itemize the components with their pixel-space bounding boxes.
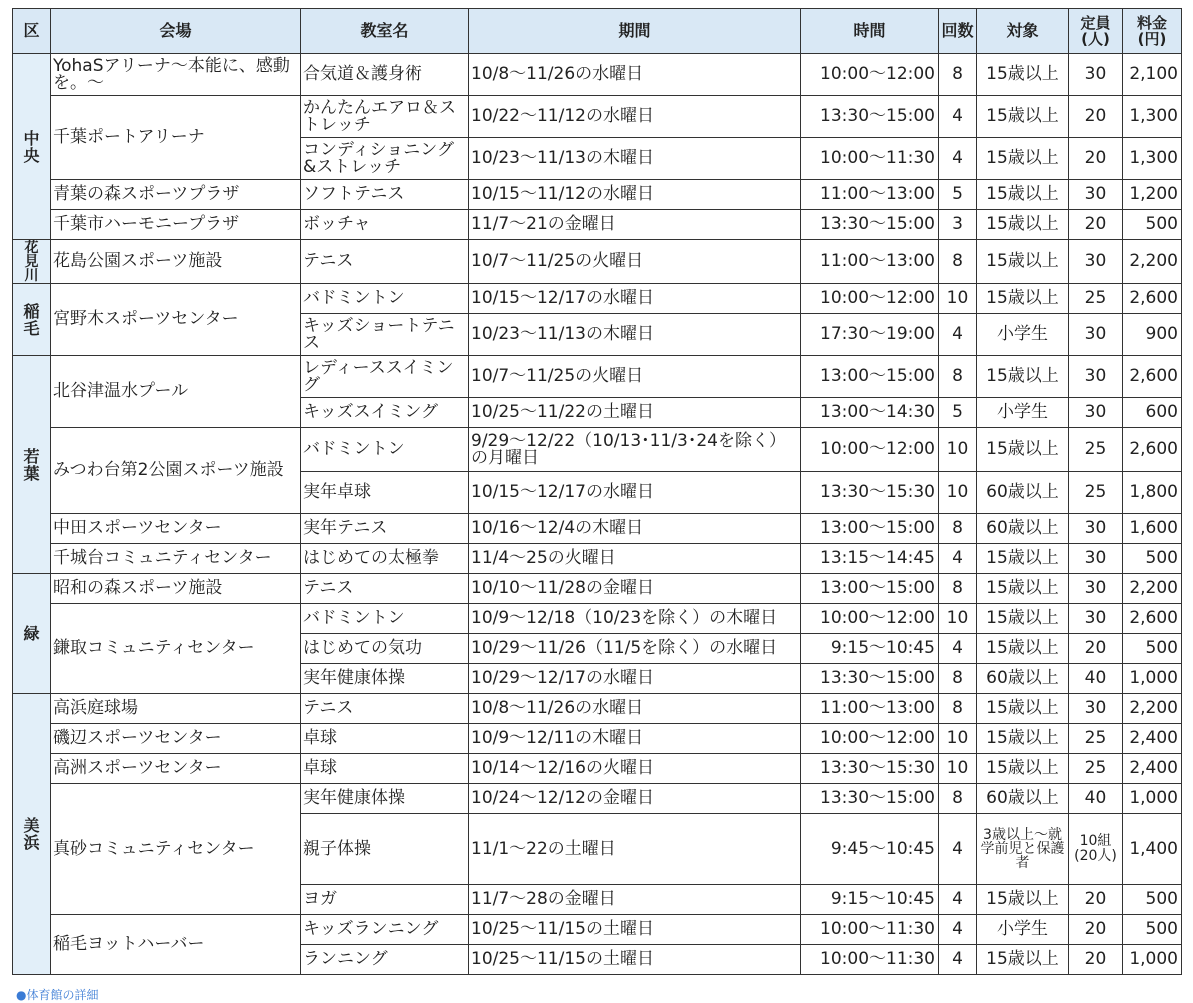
period-cell: 10/15〜12/17の水曜日 — [469, 284, 801, 314]
count-cell: 8 — [939, 664, 977, 694]
target-cell: 60歳以上 — [977, 472, 1069, 514]
ward-cell: 花見川 — [13, 240, 51, 284]
count-cell: 10 — [939, 754, 977, 784]
header-count: 回数 — [939, 9, 977, 54]
target-cell: 15歳以上 — [977, 54, 1069, 96]
target-cell: 小学生 — [977, 398, 1069, 428]
count-cell: 8 — [939, 574, 977, 604]
fee-cell: 500 — [1123, 210, 1182, 240]
class-cell: 実年卓球 — [301, 472, 469, 514]
time-cell: 9:15〜10:45 — [801, 885, 939, 915]
header-fee: 料金(円) — [1123, 9, 1182, 54]
period-cell: 9/29〜12/22（10/13･11/3･24を除く）の月曜日 — [469, 428, 801, 472]
capacity-cell: 40 — [1069, 784, 1123, 814]
venue-cell: 昭和の森スポーツ施設 — [51, 574, 301, 604]
period-cell: 10/8〜11/26の水曜日 — [469, 694, 801, 724]
period-cell: 10/15〜11/12の水曜日 — [469, 180, 801, 210]
capacity-cell: 30 — [1069, 574, 1123, 604]
fee-cell: 1,000 — [1123, 945, 1182, 975]
class-cell: バドミントン — [301, 604, 469, 634]
target-cell: 15歳以上 — [977, 96, 1069, 138]
header-venue: 会場 — [51, 9, 301, 54]
venue-cell: 鎌取コミュニティセンター — [51, 604, 301, 694]
table-row — [13, 284, 1182, 314]
time-cell: 13:30〜15:00 — [801, 784, 939, 814]
header-period: 期間 — [469, 9, 801, 54]
count-cell: 8 — [939, 784, 977, 814]
period-cell: 10/15〜12/17の水曜日 — [469, 472, 801, 514]
time-cell: 10:00〜12:00 — [801, 284, 939, 314]
fee-cell: 2,600 — [1123, 428, 1182, 472]
period-cell: 10/23〜11/13の木曜日 — [469, 138, 801, 180]
count-cell: 4 — [939, 544, 977, 574]
time-cell: 10:00〜12:00 — [801, 604, 939, 634]
target-cell: 15歳以上 — [977, 544, 1069, 574]
fee-cell: 1,000 — [1123, 784, 1182, 814]
target-cell: 15歳以上 — [977, 138, 1069, 180]
count-cell: 5 — [939, 398, 977, 428]
time-cell: 13:00〜15:00 — [801, 356, 939, 398]
fee-cell: 2,600 — [1123, 284, 1182, 314]
ward-cell: 美浜 — [13, 694, 51, 975]
capacity-cell: 30 — [1069, 356, 1123, 398]
class-cell: テニス — [301, 694, 469, 724]
period-cell: 10/25〜11/22の土曜日 — [469, 398, 801, 428]
capacity-cell: 25 — [1069, 284, 1123, 314]
time-cell: 13:00〜14:30 — [801, 398, 939, 428]
ward-cell: 中央 — [13, 54, 51, 240]
count-cell: 8 — [939, 240, 977, 284]
footer-link[interactable]: ●体育館の詳細 — [16, 988, 99, 1002]
class-cell: 合気道＆護身術 — [301, 54, 469, 96]
venue-cell: 高浜庭球場 — [51, 694, 301, 724]
target-cell: 15歳以上 — [977, 356, 1069, 398]
period-cell: 10/23〜11/13の木曜日 — [469, 314, 801, 356]
count-cell: 10 — [939, 284, 977, 314]
period-cell: 10/10〜11/28の金曜日 — [469, 574, 801, 604]
capacity-cell: 30 — [1069, 314, 1123, 356]
venue-cell: 中田スポーツセンター — [51, 514, 301, 544]
count-cell: 10 — [939, 472, 977, 514]
fee-cell: 1,600 — [1123, 514, 1182, 544]
venue-cell: 宮野木スポーツセンター — [51, 284, 301, 356]
venue-cell: 稲毛ヨットハーバー — [51, 915, 301, 975]
count-cell: 4 — [939, 138, 977, 180]
class-cell: 実年健康体操 — [301, 784, 469, 814]
class-cell: はじめての気功 — [301, 634, 469, 664]
time-cell: 10:00〜11:30 — [801, 915, 939, 945]
count-cell: 4 — [939, 314, 977, 356]
header-time: 時間 — [801, 9, 939, 54]
target-cell: 15歳以上 — [977, 724, 1069, 754]
ward-cell: 緑 — [13, 574, 51, 694]
table-row — [13, 514, 1182, 544]
class-cell: はじめての太極拳 — [301, 544, 469, 574]
target-cell: 3歳以上〜就学前児と保護者 — [977, 814, 1069, 885]
capacity-cell: 20 — [1069, 945, 1123, 975]
class-cell: 卓球 — [301, 724, 469, 754]
table-row — [13, 754, 1182, 784]
capacity-cell: 25 — [1069, 472, 1123, 514]
class-cell: キッズスイミング — [301, 398, 469, 428]
period-cell: 10/9〜12/11の木曜日 — [469, 724, 801, 754]
capacity-cell: 30 — [1069, 180, 1123, 210]
period-cell: 10/7〜11/25の火曜日 — [469, 240, 801, 284]
class-cell: ソフトテニス — [301, 180, 469, 210]
class-cell: 卓球 — [301, 754, 469, 784]
capacity-cell: 25 — [1069, 724, 1123, 754]
time-cell: 13:30〜15:30 — [801, 472, 939, 514]
count-cell: 4 — [939, 634, 977, 664]
period-cell: 10/25〜11/15の土曜日 — [469, 915, 801, 945]
class-cell: かんたんエアロ＆ストレッチ — [301, 96, 469, 138]
count-cell: 10 — [939, 428, 977, 472]
target-cell: 60歳以上 — [977, 664, 1069, 694]
target-cell: 15歳以上 — [977, 885, 1069, 915]
table-row — [13, 180, 1182, 210]
capacity-cell: 30 — [1069, 604, 1123, 634]
count-cell: 4 — [939, 885, 977, 915]
period-cell: 11/7〜28の金曜日 — [469, 885, 801, 915]
fee-cell: 500 — [1123, 544, 1182, 574]
time-cell: 17:30〜19:00 — [801, 314, 939, 356]
time-cell: 11:00〜13:00 — [801, 694, 939, 724]
venue-cell: 真砂コミュニティセンター — [51, 784, 301, 915]
target-cell: 15歳以上 — [977, 694, 1069, 724]
capacity-cell: 20 — [1069, 915, 1123, 945]
venue-cell: 北谷津温水プール — [51, 356, 301, 428]
ward-cell: 稲毛 — [13, 284, 51, 356]
count-cell: 3 — [939, 210, 977, 240]
table-row — [13, 604, 1182, 634]
fee-cell: 2,200 — [1123, 694, 1182, 724]
table-row — [13, 96, 1182, 138]
header-class: 教室名 — [301, 9, 469, 54]
fee-cell: 2,600 — [1123, 604, 1182, 634]
target-cell: 15歳以上 — [977, 945, 1069, 975]
capacity-cell: 30 — [1069, 54, 1123, 96]
period-cell: 10/16〜12/4の木曜日 — [469, 514, 801, 544]
header-ku: 区 — [13, 9, 51, 54]
fee-cell: 600 — [1123, 398, 1182, 428]
table-row — [13, 574, 1182, 604]
count-cell: 8 — [939, 694, 977, 724]
period-cell: 11/7〜21の金曜日 — [469, 210, 801, 240]
target-cell: 60歳以上 — [977, 514, 1069, 544]
time-cell: 11:00〜13:00 — [801, 180, 939, 210]
time-cell: 10:00〜11:30 — [801, 138, 939, 180]
target-cell: 15歳以上 — [977, 574, 1069, 604]
fee-cell: 500 — [1123, 885, 1182, 915]
venue-cell: 青葉の森スポーツプラザ — [51, 180, 301, 210]
period-cell: 11/4〜25の火曜日 — [469, 544, 801, 574]
period-cell: 10/8〜11/26の水曜日 — [469, 54, 801, 96]
table-row — [13, 544, 1182, 574]
header-target: 対象 — [977, 9, 1069, 54]
count-cell: 8 — [939, 54, 977, 96]
venue-cell: 磯辺スポーツセンター — [51, 724, 301, 754]
venue-cell: 千城台コミュニティセンター — [51, 544, 301, 574]
class-cell: 実年健康体操 — [301, 664, 469, 694]
time-cell: 13:30〜15:30 — [801, 754, 939, 784]
capacity-cell: 10組(20人) — [1069, 814, 1123, 885]
class-cell: 親子体操 — [301, 814, 469, 885]
table-row — [13, 694, 1182, 724]
count-cell: 4 — [939, 945, 977, 975]
table-row — [13, 240, 1182, 284]
capacity-cell: 30 — [1069, 240, 1123, 284]
target-cell: 15歳以上 — [977, 180, 1069, 210]
capacity-cell: 25 — [1069, 754, 1123, 784]
venue-cell: 千葉ポートアリーナ — [51, 96, 301, 180]
capacity-cell: 30 — [1069, 398, 1123, 428]
target-cell: 15歳以上 — [977, 634, 1069, 664]
venue-cell: 花島公園スポーツ施設 — [51, 240, 301, 284]
fee-cell: 1,200 — [1123, 180, 1182, 210]
capacity-cell: 20 — [1069, 210, 1123, 240]
class-cell: ランニング — [301, 945, 469, 975]
capacity-cell: 30 — [1069, 514, 1123, 544]
venue-cell: 高洲スポーツセンター — [51, 754, 301, 784]
fee-cell: 1,300 — [1123, 96, 1182, 138]
venue-cell: 千葉市ハーモニープラザ — [51, 210, 301, 240]
period-cell: 10/14〜12/16の火曜日 — [469, 754, 801, 784]
time-cell: 13:30〜15:00 — [801, 210, 939, 240]
class-cell: キッズショートテニス — [301, 314, 469, 356]
ward-cell: 若葉 — [13, 356, 51, 574]
time-cell: 10:00〜12:00 — [801, 428, 939, 472]
target-cell: 小学生 — [977, 915, 1069, 945]
target-cell: 15歳以上 — [977, 210, 1069, 240]
table-row — [13, 428, 1182, 472]
time-cell: 13:30〜15:00 — [801, 664, 939, 694]
table-row — [13, 210, 1182, 240]
class-cell: 実年テニス — [301, 514, 469, 544]
class-cell: テニス — [301, 574, 469, 604]
period-cell: 10/29〜12/17の水曜日 — [469, 664, 801, 694]
count-cell: 10 — [939, 724, 977, 754]
fee-cell: 500 — [1123, 915, 1182, 945]
fee-cell: 500 — [1123, 634, 1182, 664]
target-cell: 小学生 — [977, 314, 1069, 356]
target-cell: 15歳以上 — [977, 754, 1069, 784]
table-row — [13, 915, 1182, 945]
time-cell: 13:15〜14:45 — [801, 544, 939, 574]
fee-cell: 1,000 — [1123, 664, 1182, 694]
header-row — [13, 9, 1182, 54]
time-cell: 13:00〜15:00 — [801, 514, 939, 544]
period-cell: 10/29〜11/26（11/5を除く）の水曜日 — [469, 634, 801, 664]
class-cell: バドミントン — [301, 428, 469, 472]
fee-cell: 1,400 — [1123, 814, 1182, 885]
period-cell: 10/25〜11/15の土曜日 — [469, 945, 801, 975]
fee-cell: 2,100 — [1123, 54, 1182, 96]
class-cell: レディーススイミング — [301, 356, 469, 398]
count-cell: 8 — [939, 356, 977, 398]
fee-cell: 2,400 — [1123, 754, 1182, 784]
capacity-cell: 20 — [1069, 885, 1123, 915]
table-row — [13, 784, 1182, 814]
target-cell: 15歳以上 — [977, 284, 1069, 314]
count-cell: 4 — [939, 814, 977, 885]
capacity-cell: 20 — [1069, 634, 1123, 664]
period-cell: 10/9〜12/18（10/23を除く）の木曜日 — [469, 604, 801, 634]
period-cell: 10/7〜11/25の火曜日 — [469, 356, 801, 398]
table-row — [13, 54, 1182, 96]
time-cell: 13:30〜15:00 — [801, 96, 939, 138]
class-cell: キッズランニング — [301, 915, 469, 945]
period-cell: 11/1〜22の土曜日 — [469, 814, 801, 885]
time-cell: 9:45〜10:45 — [801, 814, 939, 885]
capacity-cell: 20 — [1069, 96, 1123, 138]
fee-cell: 2,200 — [1123, 574, 1182, 604]
class-cell: コンディショニング&ストレッチ — [301, 138, 469, 180]
capacity-cell: 40 — [1069, 664, 1123, 694]
fee-cell: 2,200 — [1123, 240, 1182, 284]
class-cell: ヨガ — [301, 885, 469, 915]
time-cell: 9:15〜10:45 — [801, 634, 939, 664]
time-cell: 10:00〜12:00 — [801, 54, 939, 96]
period-cell: 10/22〜11/12の水曜日 — [469, 96, 801, 138]
class-cell: ボッチャ — [301, 210, 469, 240]
capacity-cell: 25 — [1069, 428, 1123, 472]
target-cell: 15歳以上 — [977, 604, 1069, 634]
target-cell: 60歳以上 — [977, 784, 1069, 814]
class-cell: テニス — [301, 240, 469, 284]
fee-cell: 1,300 — [1123, 138, 1182, 180]
count-cell: 10 — [939, 604, 977, 634]
fee-cell: 2,400 — [1123, 724, 1182, 754]
count-cell: 8 — [939, 514, 977, 544]
fee-cell: 1,800 — [1123, 472, 1182, 514]
time-cell: 10:00〜12:00 — [801, 724, 939, 754]
time-cell: 10:00〜11:30 — [801, 945, 939, 975]
venue-cell: みつわ台第2公園スポーツ施設 — [51, 428, 301, 514]
capacity-cell: 30 — [1069, 694, 1123, 724]
time-cell: 13:00〜15:00 — [801, 574, 939, 604]
classes-table — [12, 8, 1182, 975]
venue-cell: YohaSアリーナ〜本能に、感動を。〜 — [51, 54, 301, 96]
header-capacity: 定員(人) — [1069, 9, 1123, 54]
capacity-cell: 30 — [1069, 544, 1123, 574]
fee-cell: 900 — [1123, 314, 1182, 356]
table-row — [13, 724, 1182, 754]
capacity-cell: 20 — [1069, 138, 1123, 180]
count-cell: 4 — [939, 915, 977, 945]
target-cell: 15歳以上 — [977, 240, 1069, 284]
period-cell: 10/24〜12/12の金曜日 — [469, 784, 801, 814]
target-cell: 15歳以上 — [977, 428, 1069, 472]
time-cell: 11:00〜13:00 — [801, 240, 939, 284]
count-cell: 5 — [939, 180, 977, 210]
class-cell: バドミントン — [301, 284, 469, 314]
table-row — [13, 356, 1182, 398]
count-cell: 4 — [939, 96, 977, 138]
fee-cell: 2,600 — [1123, 356, 1182, 398]
